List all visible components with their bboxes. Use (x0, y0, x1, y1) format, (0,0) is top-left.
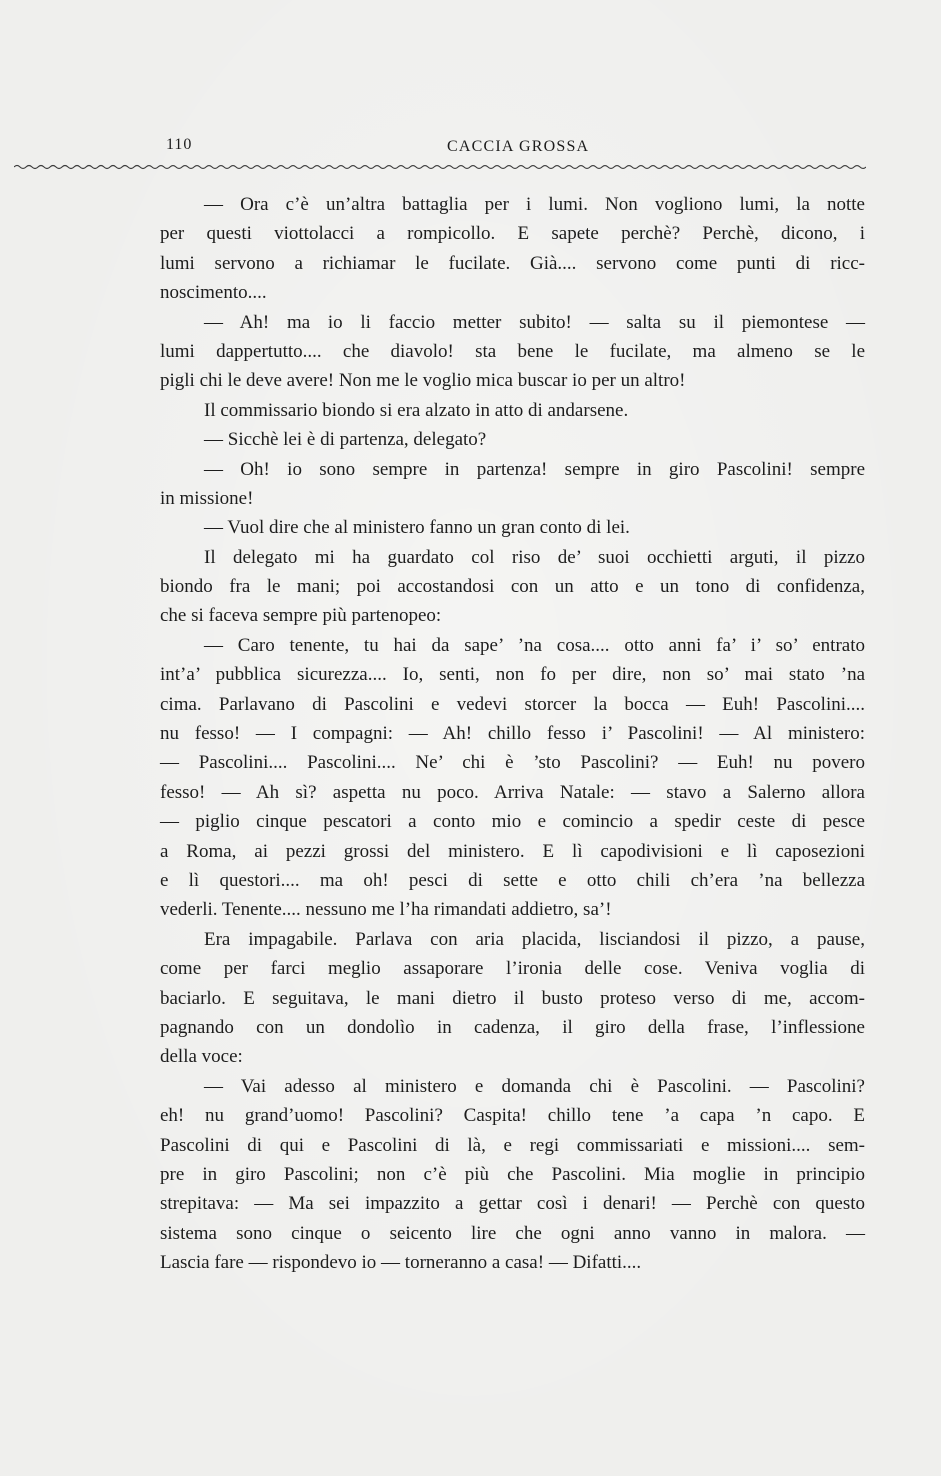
text-line: vederli. Tenente.... nessuno me l’ha rimandati addietro, sa’! (160, 899, 612, 921)
text-line: baciarlo. E seguitava, le mani dietro il busto proteso verso di me, accom- (160, 987, 865, 1009)
text-line: sistema sono cinque o seicento lire che ogni anno vanno in malora. — (160, 1222, 865, 1244)
text-line: pagnando con un dondolìo in cadenza, il giro della frase, l’inflessione (160, 1016, 865, 1038)
text-line: e lì questori.... ma oh! pesci di sette e otto chili ch’era ’na bellezza (160, 869, 865, 891)
text-line: — Pascolini.... Pascolini.... Ne’ chi è ’sto Pascolini? — Euh! nu povero (160, 752, 865, 774)
text-line: Il commissario biondo si era alzato in atto di andarsene. (204, 399, 629, 421)
text-line: — Ah! ma io li faccio metter subito! — salta su il piemontese — (204, 311, 865, 333)
page-header (160, 136, 865, 166)
text-line: cima. Parlavano di Pascolini e vedevi storcer la bocca — Euh! Pascolini.... (160, 693, 865, 715)
text-line: come per farci meglio assaporare l’ironia delle cose. Veniva voglia di (160, 958, 865, 980)
text-line: Pascolini di qui e Pascolini di là, e regi commissariati e missioni.... sem- (160, 1134, 865, 1156)
text-line: strepitava: — Ma sei impazzito a gettar così i denari! — Perchè con questo (160, 1193, 865, 1215)
text-line: fesso! — Ah sì? aspetta nu poco. Arriva Natale: — stavo a Salerno allora (160, 781, 865, 803)
text-line: eh! nu grand’uomo! Pascolini? Caspita! chillo tene ’a capa ’n capo. E (160, 1105, 865, 1127)
text-line: Lascia fare — rispondevo io — torneranno a casa! — Difatti.... (160, 1252, 642, 1274)
text-line: in missione! (160, 487, 254, 509)
text-line: lumi servono a richiamar le fucilate. Già.... servono come punti di ricc- (160, 252, 865, 274)
text-line: per questi viottolacci a rompicollo. E sapete perchè? Perchè, dicono, i (160, 223, 865, 245)
text-line: — Vuol dire che al ministero fanno un gran conto di lei. (204, 517, 630, 539)
text-line: che si faceva sempre più partenopeo: (160, 605, 442, 627)
text-line: biondo fra le mani; poi accostandosi con un atto e un tono di confidenza, (160, 576, 865, 598)
text-line: — piglio cinque pescatori a conto mio e comincio a spedir ceste di pesce (160, 811, 865, 833)
text-line: — Oh! io sono sempre in partenza! sempre in giro Pascolini! sempre (204, 458, 865, 480)
text-line: pre in giro Pascolini; non c’è più che Pascolini. Mia moglie in principio (160, 1163, 865, 1185)
text-line: Il delegato mi ha guardato col riso de’ suoi occhietti arguti, il pizzo (204, 546, 865, 568)
page-number: 110 (166, 136, 193, 153)
text-line: della voce: (160, 1046, 243, 1068)
text-line: a Roma, ai pezzi grossi del ministero. E lì capodivisioni e lì caposezioni (160, 840, 865, 862)
text-line: lumi dappertutto.... che diavolo! sta bene le fucilate, ma almeno se le (160, 340, 865, 362)
text-line: — Vai adesso al ministero e domanda chi è Pascolini. — Pascolini? (204, 1075, 865, 1097)
text-line: — Sicchè lei è di partenza, delegato? (204, 429, 487, 451)
running-title: CACCIA GROSSA (447, 138, 590, 155)
text-line: Era impagabile. Parlava con aria placida, lisciandosi il pizzo, a pause, (204, 928, 865, 950)
text-line: nu fesso! — I compagni: — Ah! chillo fesso i’ Pascolini! — Al ministero: (160, 723, 865, 745)
text-line: — Caro tenente, tu hai da sape’ ’na cosa.... otto anni fa’ i’ so’ entrato (204, 634, 865, 656)
text-line: int’a’ pubblica sicurezza.... Io, senti, non fo per dire, non so’ mai stato ’na (160, 664, 865, 686)
body-text (160, 190, 865, 1277)
text-line: noscimento.... (160, 282, 267, 304)
text-line: pigli chi le deve avere! Non me le voglio mica buscar io per un altro! (160, 370, 686, 392)
text-line: — Ora c’è un’altra battaglia per i lumi. Non vogliono lumi, la notte (204, 194, 865, 215)
header-wavy-rule (14, 163, 866, 171)
